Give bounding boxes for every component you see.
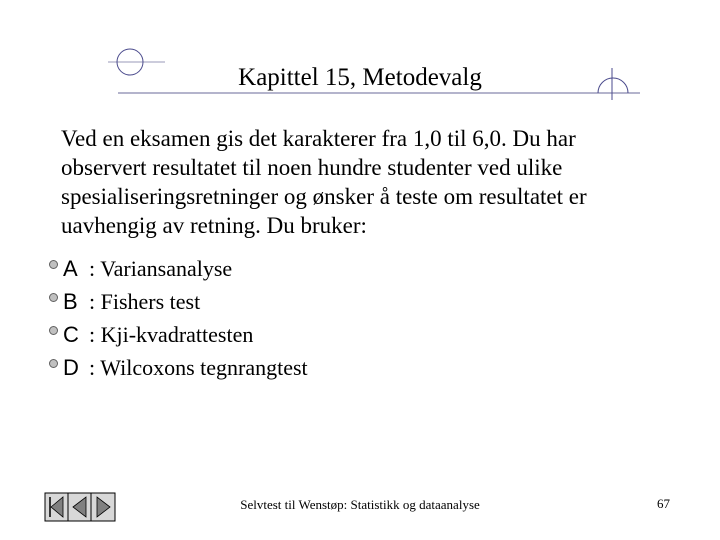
next-slide-button[interactable] [91,493,115,521]
option-letter: B [63,288,78,314]
bullet-icon [48,358,59,369]
title-decoration [0,0,720,120]
option-text: : Wilcoxons tegnrangtest [89,354,308,380]
bullet-icon [48,292,59,303]
slide-title: Kapittel 15, Metodevalg [238,64,482,91]
first-slide-button[interactable] [45,493,68,521]
option-d[interactable] [48,351,308,384]
bullet-icon [48,259,59,270]
option-text: : Kji-kvadrattesten [89,321,254,347]
option-text: : Variansanalyse [89,255,233,281]
option-letter: A [63,255,78,281]
previous-slide-button[interactable] [68,493,91,521]
option-letter: C [63,321,79,347]
page-number: 67 [657,496,670,511]
option-text: : Fishers test [89,288,201,314]
option-a[interactable] [48,252,308,285]
answer-options [48,252,308,384]
footer-text: Selvtest til Wenstøp: Statistikk og dataanalyse [240,497,480,512]
navigation-buttons [44,492,116,522]
question-text: Ved en eksamen gis det karakterer fra 1,0 til 6,0. Du har observert resultatet til noen hundre studenter ved ulike spesialiseringsretninger og ønsker å teste om resultatet er uavhengig av retning. Du bruker: [61,126,587,238]
option-letter: D [63,354,79,380]
option-c[interactable] [48,318,308,351]
bullet-icon [48,325,59,336]
option-b[interactable] [48,285,308,318]
